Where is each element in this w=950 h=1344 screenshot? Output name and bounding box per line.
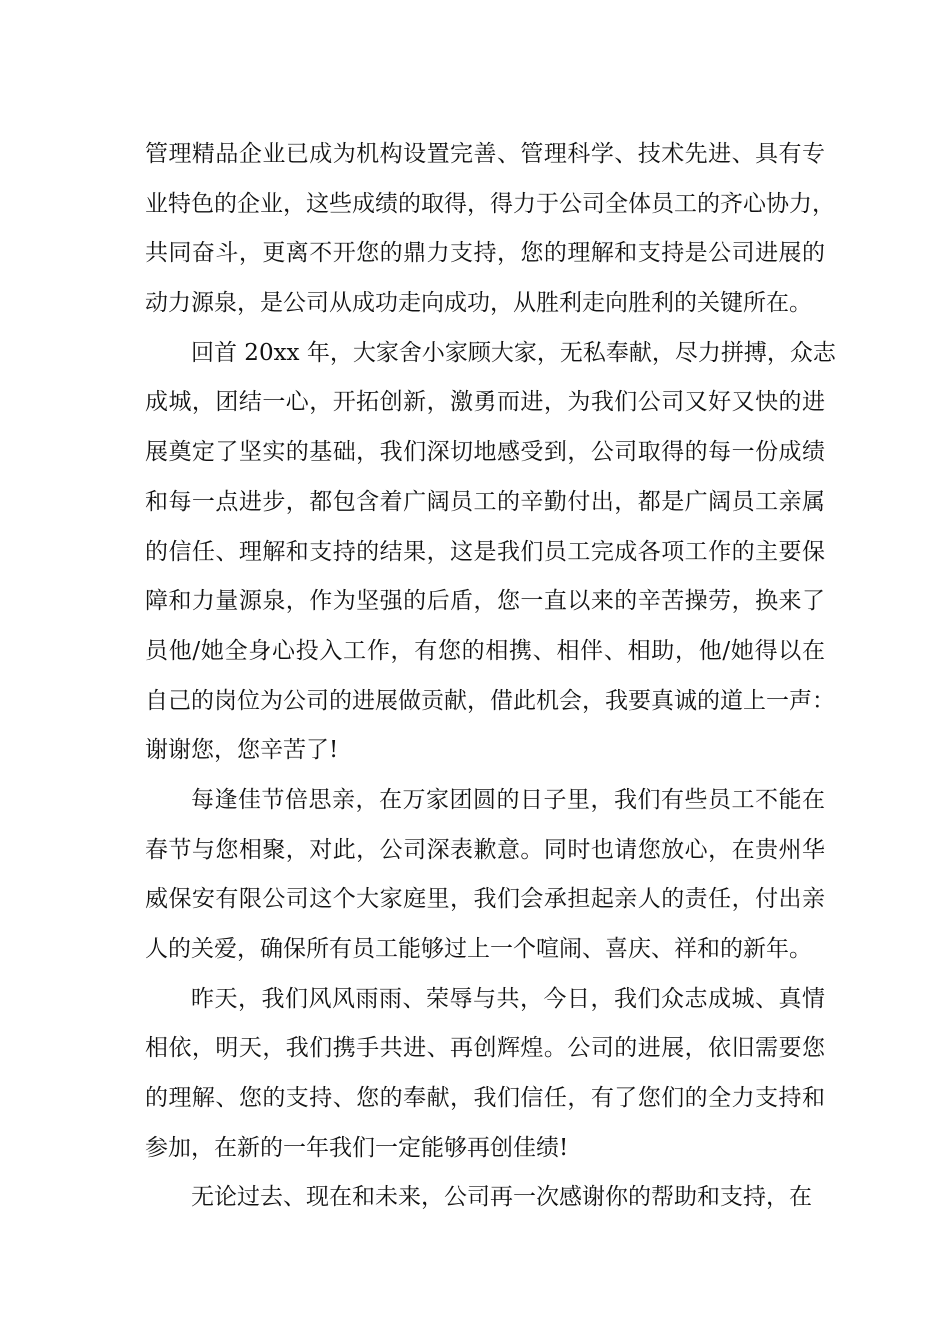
text-line: 成城，团结一心，开拓创新，激勇而进，为我们公司又好又快的进 bbox=[145, 389, 825, 416]
text-line: 管理精品企业已成为机构设置完善、管理科学、技术先进、具有专 bbox=[145, 141, 825, 167]
text-line: 无论过去、现在和未来，公司再一次感谢你的帮助和支持，在 bbox=[191, 1184, 812, 1211]
text-line: 参加，在新的一年我们一定能够再创佳绩! bbox=[145, 1134, 569, 1161]
text-line: 春节与您相聚，对此，公司深表歉意。同时也请您放心，在贵州华 bbox=[145, 836, 825, 863]
text-line: 业特色的企业，这些成绩的取得，得力于公司全体员工的齐心协力， bbox=[145, 190, 835, 217]
text-line: 每逢佳节倍思亲，在万家团圆的日子里，我们有些员工不能在 bbox=[191, 786, 825, 813]
text-line: 自己的岗位为公司的进展做贡献，借此机会，我要真诚的道上一声： bbox=[145, 687, 835, 714]
text-line: 昨天，我们风风雨雨、荣辱与共，今日，我们众志成城、真情 bbox=[191, 985, 825, 1012]
text-line: 人的关爱，确保所有员工能够过上一个喧闹、喜庆、祥和的新年。 bbox=[145, 936, 812, 962]
text-line: 的理解、您的支持、您的奉献，我们信任，有了您们的全力支持和 bbox=[145, 1085, 825, 1112]
text-line: 威保安有限公司这个大家庭里，我们会承担起亲人的责任，付出亲 bbox=[145, 886, 825, 913]
text-line: 展奠定了坚实的基础，我们深切地感受到，公司取得的每一份成绩 bbox=[145, 439, 825, 466]
text-line: 动力源泉，是公司从成功走向成功，从胜利走向胜利的关键所在。 bbox=[145, 290, 812, 317]
text-line: 谢谢您，您辛苦了! bbox=[145, 737, 339, 764]
text-line: 共同奋斗，更离不开您的鼎力支持，您的理解和支持是公司进展的 bbox=[145, 240, 825, 267]
text-line: 回首 20xx 年，大家舍小家顾大家，无私奉献，尽力拼搏，众志 bbox=[191, 339, 836, 366]
text-line: 和每一点进步，都包含着广阔员工的辛勤付出，都是广阔员工亲属 bbox=[145, 488, 825, 515]
text-line: 障和力量源泉，作为坚强的后盾，您一直以来的辛苦操劳，换来了 bbox=[145, 588, 825, 615]
text-line: 的信任、理解和支持的结果，这是我们员工完成各项工作的主要保 bbox=[145, 538, 825, 565]
text-line: 员他/她全身心投入工作，有您的相携、相伴、相助，他/她得以在 bbox=[145, 637, 825, 664]
text-line: 相依，明天，我们携手共进、再创辉煌。公司的进展，依旧需要您 bbox=[145, 1035, 825, 1062]
body-text bbox=[145, 130, 836, 1223]
